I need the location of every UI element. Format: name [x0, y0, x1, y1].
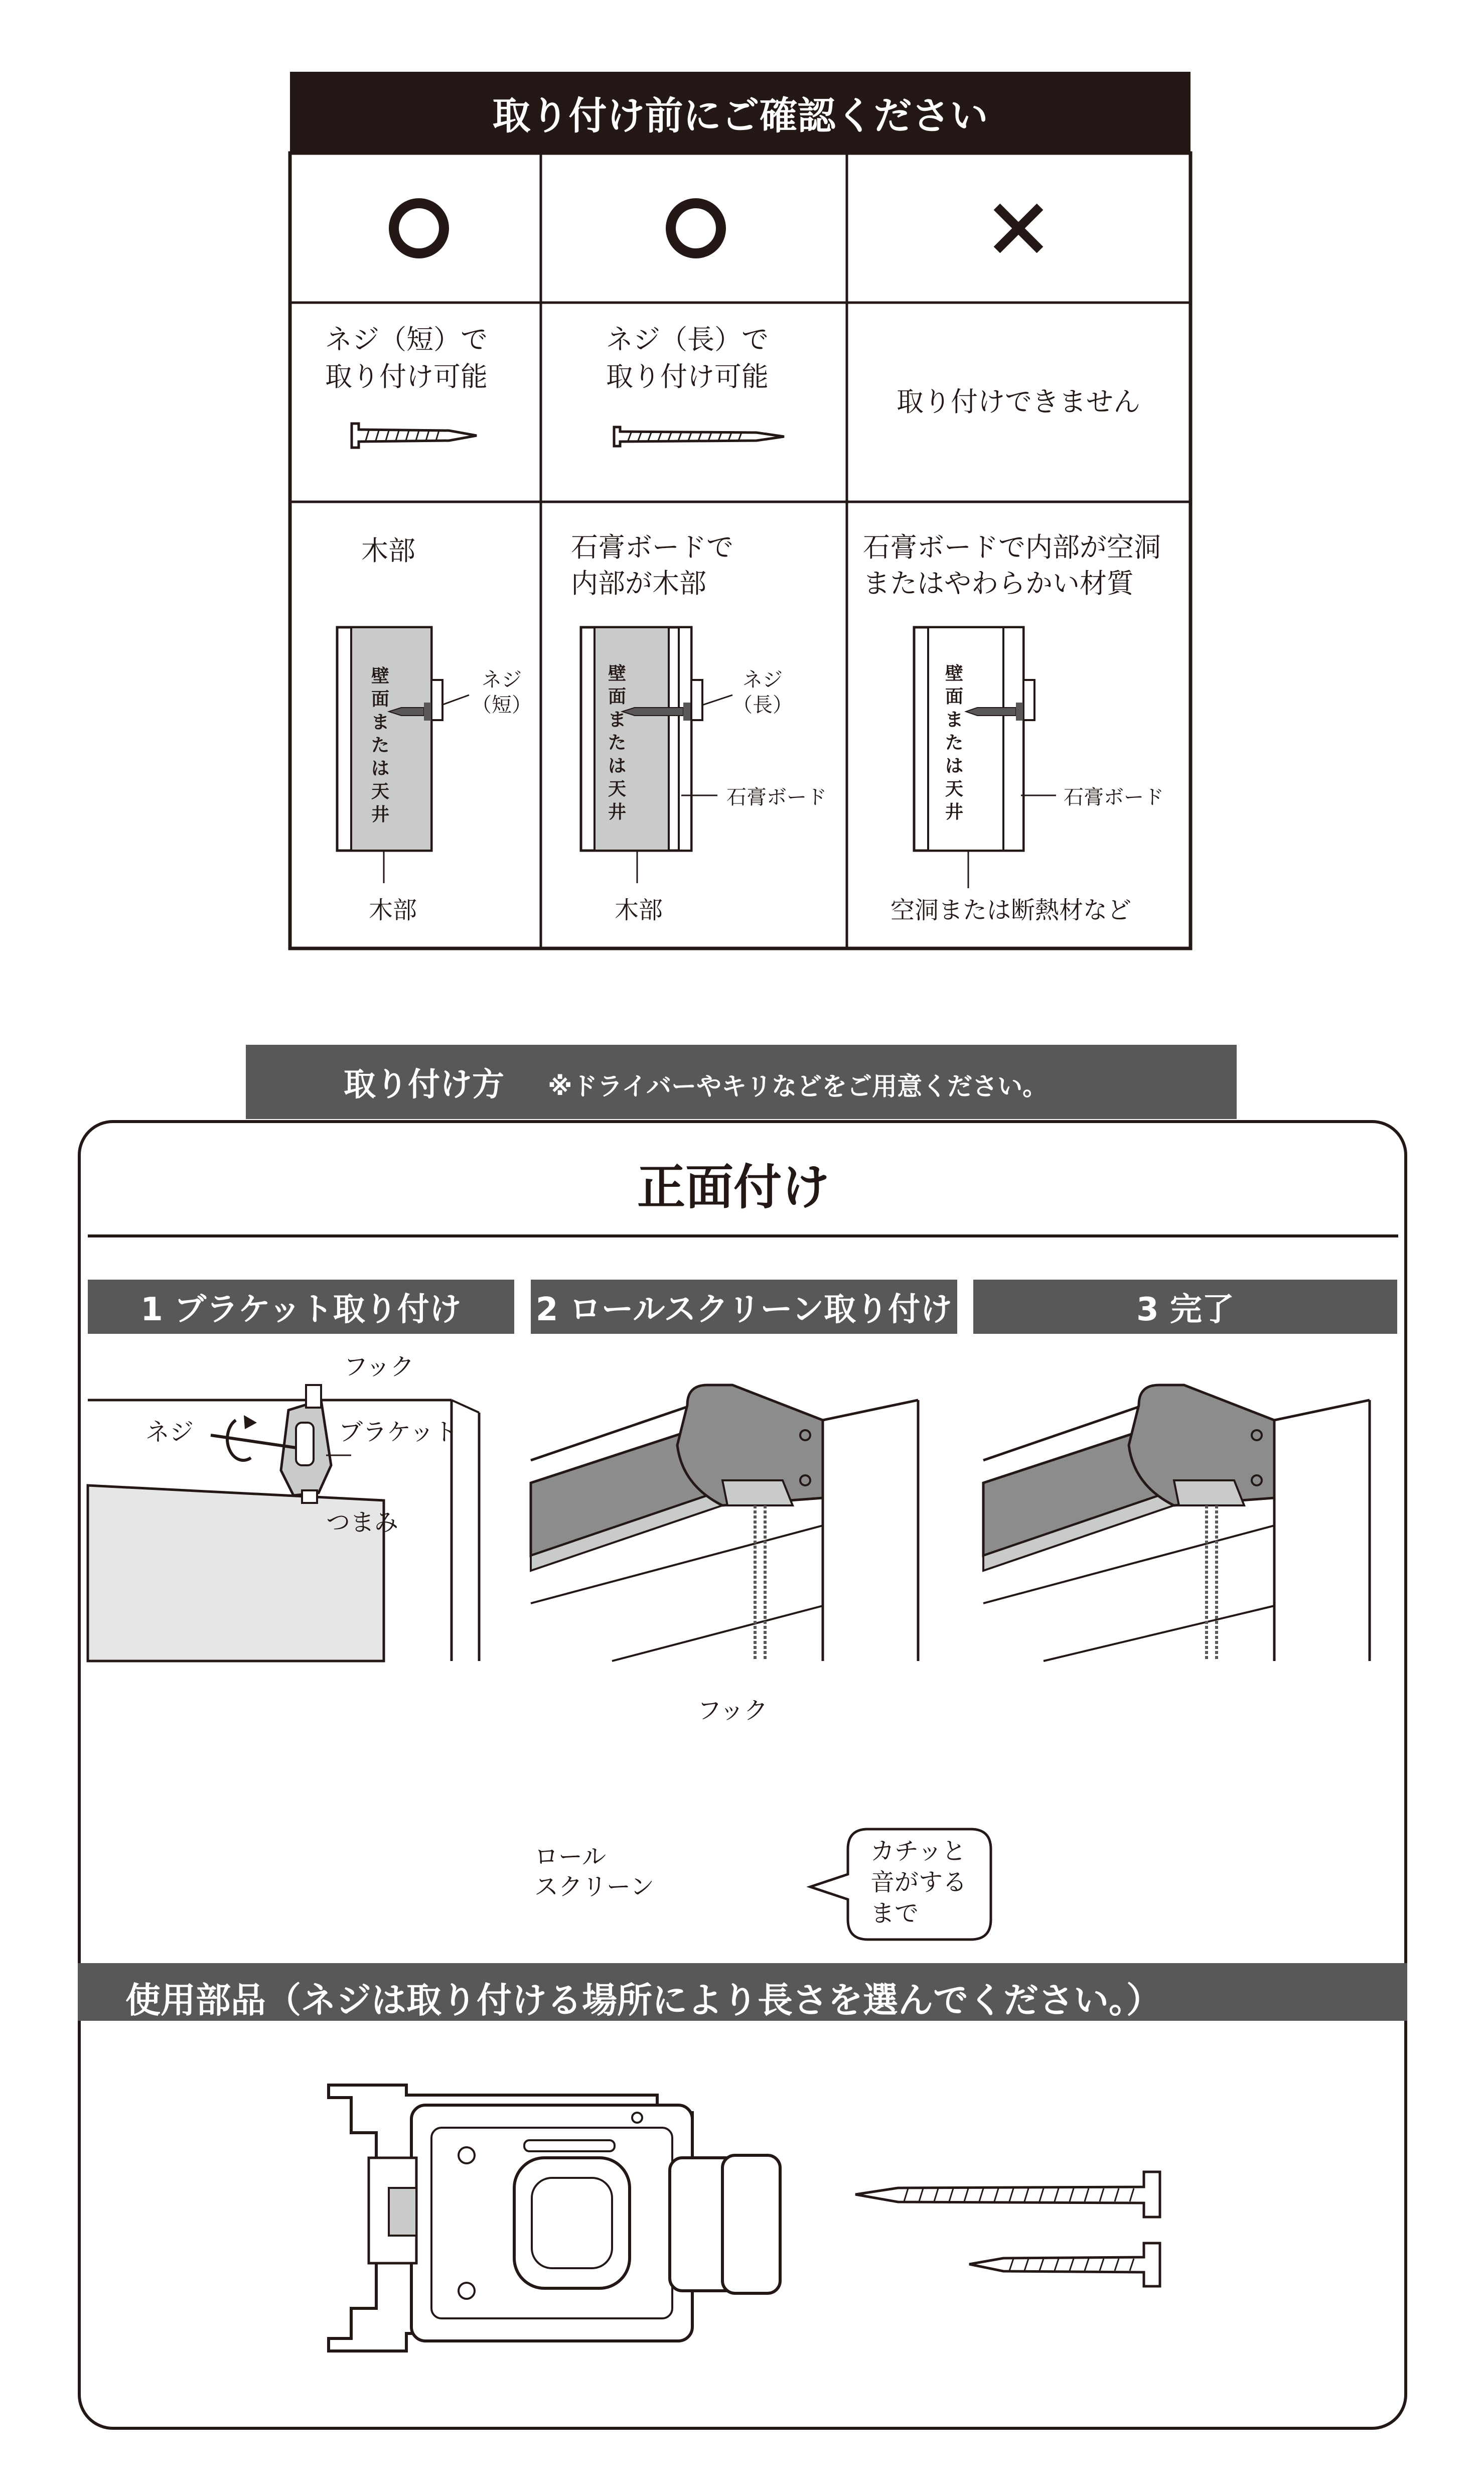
screw-label-short: ネジ （短） [472, 668, 532, 717]
wall-vertical-text: 壁 面 ま た は 天 井 [945, 663, 963, 822]
long-screw-part-icon [855, 2172, 1160, 2217]
screw-caption-ng: 取り付けできません [897, 386, 1140, 418]
gypsum-label: 石膏ボード [1064, 786, 1164, 809]
wall-vertical-text: 壁 面 ま た は 天 井 [608, 663, 626, 822]
parts-title: 使用部品（ネジは取り付ける場所により長さを選んでください。） [125, 1980, 1161, 2021]
bottom-label-hollow: 空洞または断熱材など [891, 896, 1132, 924]
case-caption-wood: 木部 [361, 535, 415, 567]
bracket-part-icon [329, 2085, 780, 2351]
step-2-bar: 2 ロールスクリーン取り付け [531, 1280, 957, 1334]
case-caption-gypsum-wood: 石膏ボードで 内部が木部 [571, 531, 733, 599]
step3-bubble-text: カチッと 音がする まで [870, 1837, 967, 1927]
screw-caption-short: ネジ（短）で 取り付け可能 [325, 324, 488, 392]
screw-caption-long: ネジ（長）で 取り付け可能 [606, 324, 769, 392]
gypsum-label: 石膏ボード [726, 786, 827, 809]
screw-label-long: ネジ （長） [732, 668, 793, 717]
step-1-bar: 1 ブラケット取り付け [88, 1280, 514, 1334]
wall-vertical-text: 壁 面 ま た は 天 井 [371, 666, 389, 825]
howto-tab-title: 取り付け方 [344, 1066, 504, 1103]
step2-roll-label: ロール スクリーン [534, 1843, 655, 1901]
howto-tab-note: ※ドライバーやキリなどをご用意ください。 [548, 1072, 1048, 1101]
check-title: 取り付け前にご確認ください [492, 93, 988, 138]
step1-hook-label: フック [344, 1353, 414, 1381]
step1-bracket-label: ブラケット [339, 1418, 458, 1446]
step1-screw-label: ネジ [145, 1418, 194, 1446]
bottom-label-wood: 木部 [369, 896, 417, 924]
section-title: 正面付け [637, 1159, 830, 1215]
bottom-label-wood: 木部 [615, 896, 663, 924]
step2-hook-label: フック [697, 1697, 768, 1725]
step1-knob-label: つまみ [326, 1508, 399, 1537]
step-3-bar: 3 完了 [973, 1280, 1397, 1334]
case-caption-gypsum-hollow: 石膏ボードで内部が空洞 またはやわらかい材質 [863, 531, 1161, 599]
